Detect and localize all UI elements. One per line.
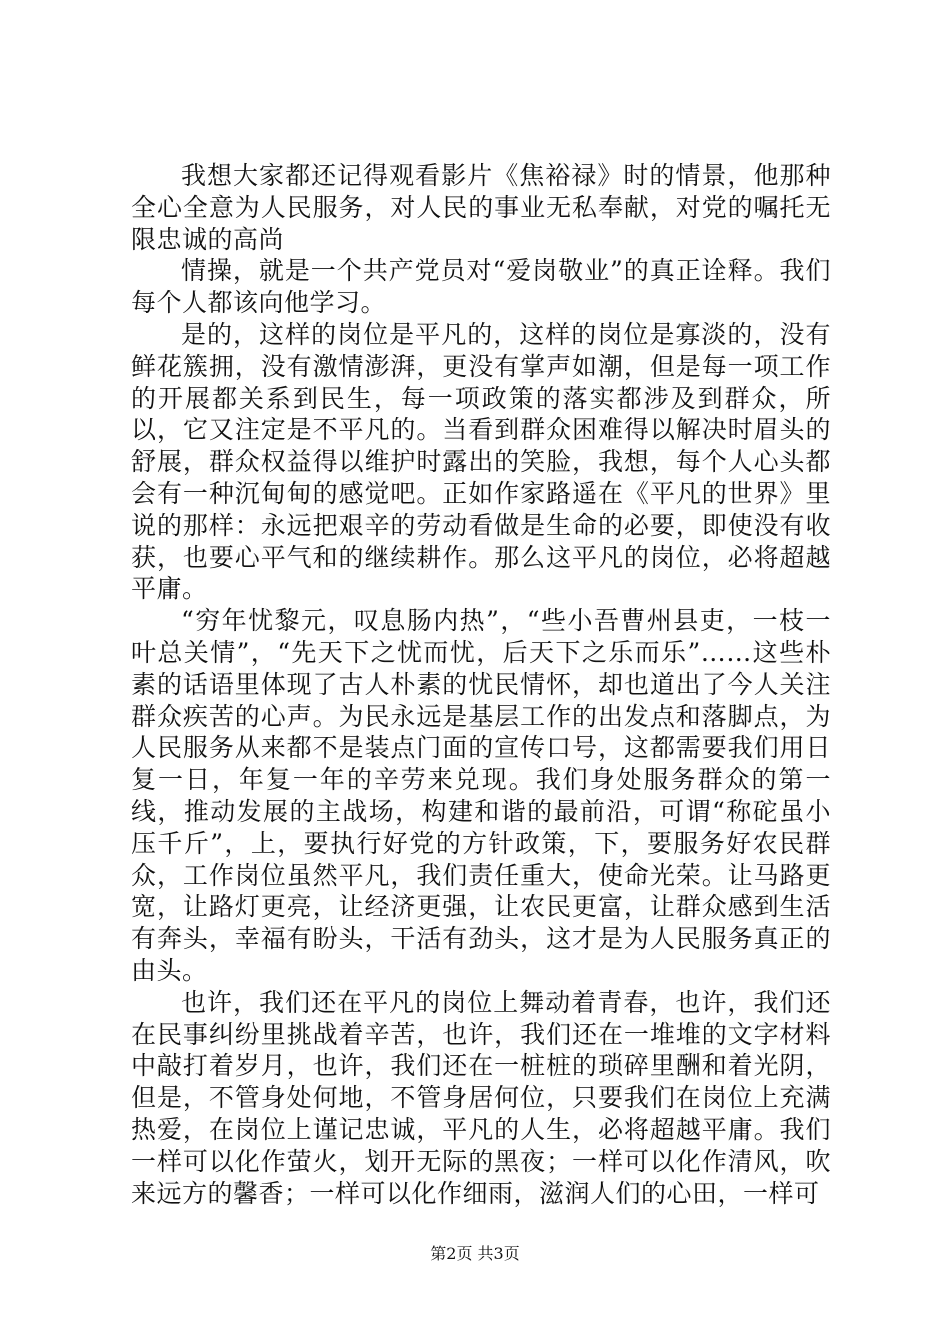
- paragraph-5: 也许，我们还在平凡的岗位上舞动着青春，也许，我们还在民事纠纷里挑战着辛苦，也许，我们还在一堆堆的文字材料中敲打着岁月，也许，我们还在一桩桩的琐碎里酬和着光阴，但是，不管身处何地，不管身居何位，只要我们在岗位上充满热爱，在岗位上谨记忠诚，平凡的人生，必将超越平庸。我们一样可以化作萤火，划开无际的黑夜；一样可以化作清风，吹来远方的馨香；一样可以化作细雨，滋润人们的心田，一样可: [131, 987, 831, 1208]
- page-footer: 第2页 共3页: [430, 1244, 520, 1263]
- paragraph-1: 我想大家都还记得观看影片《焦裕禄》时的情景，他那种全心全意为人民服务，对人民的事业无私奉献，对党的嘱托无限忠诚的高尚: [131, 161, 831, 254]
- paragraph-2: 情操，就是一个共产党员对“爱岗敬业”的真正诠释。我们每个人都该向他学习。: [131, 256, 831, 318]
- paragraph-4: “穷年忧黎元，叹息肠内热”，“些小吾曹州县吏，一枝一叶总关情”，“先天下之忧而忧，后天下之乐而乐”……这些朴素的话语里体现了古人朴素的忧民情怀，却也道出了今人关注群众疾苦的心声。为民永远是基层工作的出发点和落脚点，为人民服务从来都不是装点门面的宣传口号，这都需要我们用日复一日，年复一年的辛劳来兑现。我们身处服务群众的第一线，推动发展的主战场，构建和谐的最前沿，可谓“称砣虽小压千斤”，上，要执行好党的方针政策，下，要服务好农民群众，工作岗位虽然平凡，我们责任重大，使命光荣。让马路更宽，让路灯更亮，让经济更强，让农民更富，让群众感到生活有奔头，幸福有盼头，干活有劲头，这才是为人民服务真正的由头。: [131, 606, 831, 985]
- paragraph-3: 是的，这样的岗位是平凡的，这样的岗位是寡淡的，没有鲜花簇拥，没有激情澎湃，更没有掌声如潮，但是每一项工作的开展都关系到民生，每一项政策的落实都涉及到群众，所以，它又注定是不平凡的。当看到群众困难得以解决时眉头的舒展，群众权益得以维护时露出的笑脸，我想，每个人心头都会有一种沉甸甸的感觉吧。正如作家路遥在《平凡的世界》里说的那样：永远把艰辛的劳动看做是生命的必要，即使没有收获，也要心平气和的继续耕作。那么这平凡的岗位，必将超越平庸。: [131, 319, 831, 604]
- body-text: [131, 160, 831, 1209]
